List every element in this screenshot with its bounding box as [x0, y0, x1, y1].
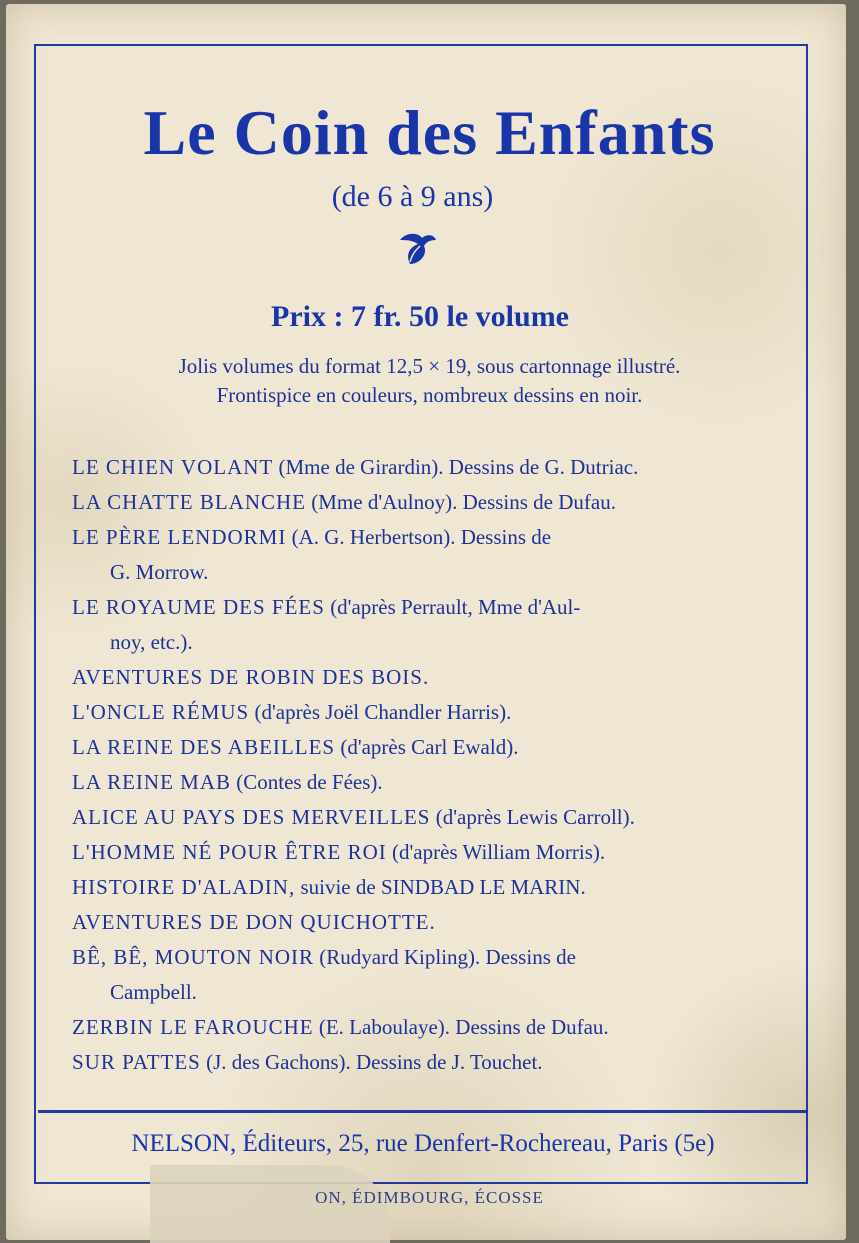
- book-title: L'HOMME NÉ POUR ÊTRE ROI: [72, 840, 387, 864]
- book-title: ZERBIN LE FAROUCHE: [72, 1015, 314, 1039]
- book-title: LA REINE DES ABEILLES: [72, 735, 336, 759]
- book-entry: [72, 520, 772, 590]
- book-details: (E. Laboulaye). Dessins de Dufau.: [313, 1015, 609, 1039]
- book-entry: [72, 905, 772, 940]
- description-line-2: Frontispice en couleurs, nombreux dessins en noir.: [216, 383, 643, 407]
- age-range-subtitle: (de 6 à 9 ans): [331, 180, 494, 213]
- book-entry: [72, 695, 772, 730]
- book-title: SUR PATTES: [72, 1050, 201, 1074]
- book-title: LA CHATTE BLANCHE: [72, 490, 306, 514]
- book-details: (d'après Lewis Carroll).: [430, 805, 635, 829]
- book-title: LE CHIEN VOLANT: [72, 455, 274, 479]
- description-line-1: Jolis volumes du format 12,5 × 19, sous cartonnage illustré.: [178, 354, 681, 378]
- book-details: (Mme de Girardin). Dessins de G. Dutriac.: [273, 455, 639, 479]
- book-entry: [72, 1045, 772, 1080]
- book-entry: [72, 660, 772, 695]
- book-details-continued: Campbell.: [110, 980, 197, 1004]
- publisher-footer: NELSON, Éditeurs, 25, rue Denfert-Rochereau, Paris (5e): [131, 1130, 715, 1157]
- book-entry: [72, 485, 772, 520]
- book-details: (d'après Carl Ewald).: [335, 735, 519, 759]
- book-details: (Rudyard Kipling). Dessins de: [314, 945, 576, 969]
- price-heading: Prix : 7 fr. 50 le volume: [271, 300, 569, 333]
- book-title: HISTOIRE D'ALADIN,: [72, 875, 296, 899]
- page-title: Le Coin des Enfants: [143, 97, 716, 168]
- book-details: (A. G. Herbertson). Dessins de: [286, 525, 552, 549]
- book-entry: [72, 870, 772, 905]
- book-list: [72, 450, 772, 1080]
- book-details: suivie de SINDBAD LE MARIN.: [295, 875, 586, 899]
- leaf-ornament-icon: [396, 228, 440, 268]
- book-details: (d'après Perrault, Mme d'Aul-: [324, 595, 581, 619]
- book-details: (d'après William Morris).: [386, 840, 606, 864]
- book-entry: [72, 765, 772, 800]
- book-details: (d'après Joël Chandler Harris).: [249, 700, 512, 724]
- book-title: AVENTURES DE DON QUICHOTTE.: [72, 910, 436, 934]
- book-details: (Contes de Fées).: [231, 770, 383, 794]
- book-entry: [72, 590, 772, 660]
- book-details-continued: G. Morrow.: [110, 560, 209, 584]
- book-details: (J. des Gachons). Dessins de J. Touchet.: [200, 1050, 543, 1074]
- footer-divider: [38, 1110, 808, 1113]
- book-entry: [72, 835, 772, 870]
- book-details-continued: noy, etc.).: [110, 630, 193, 654]
- book-entry: [72, 450, 772, 485]
- book-entry: [72, 940, 772, 1010]
- publisher-address-bottom: ON, ÉDIMBOURG, ÉCOSSE: [315, 1188, 544, 1207]
- book-title: BÊ, BÊ, MOUTON NOIR: [72, 945, 315, 969]
- book-entry: [72, 730, 772, 765]
- book-entry: [72, 800, 772, 835]
- book-title: AVENTURES DE ROBIN DES BOIS.: [72, 665, 430, 689]
- book-details: (Mme d'Aulnoy). Dessins de Dufau.: [306, 490, 616, 514]
- book-title: L'ONCLE RÉMUS: [72, 700, 250, 724]
- book-title: ALICE AU PAYS DES MERVEILLES: [72, 805, 431, 829]
- book-title: LA REINE MAB: [72, 770, 231, 794]
- book-title: LE ROYAUME DES FÉES: [72, 595, 325, 619]
- book-title: LE PÈRE LENDORMI: [72, 525, 287, 549]
- book-entry: [72, 1010, 772, 1045]
